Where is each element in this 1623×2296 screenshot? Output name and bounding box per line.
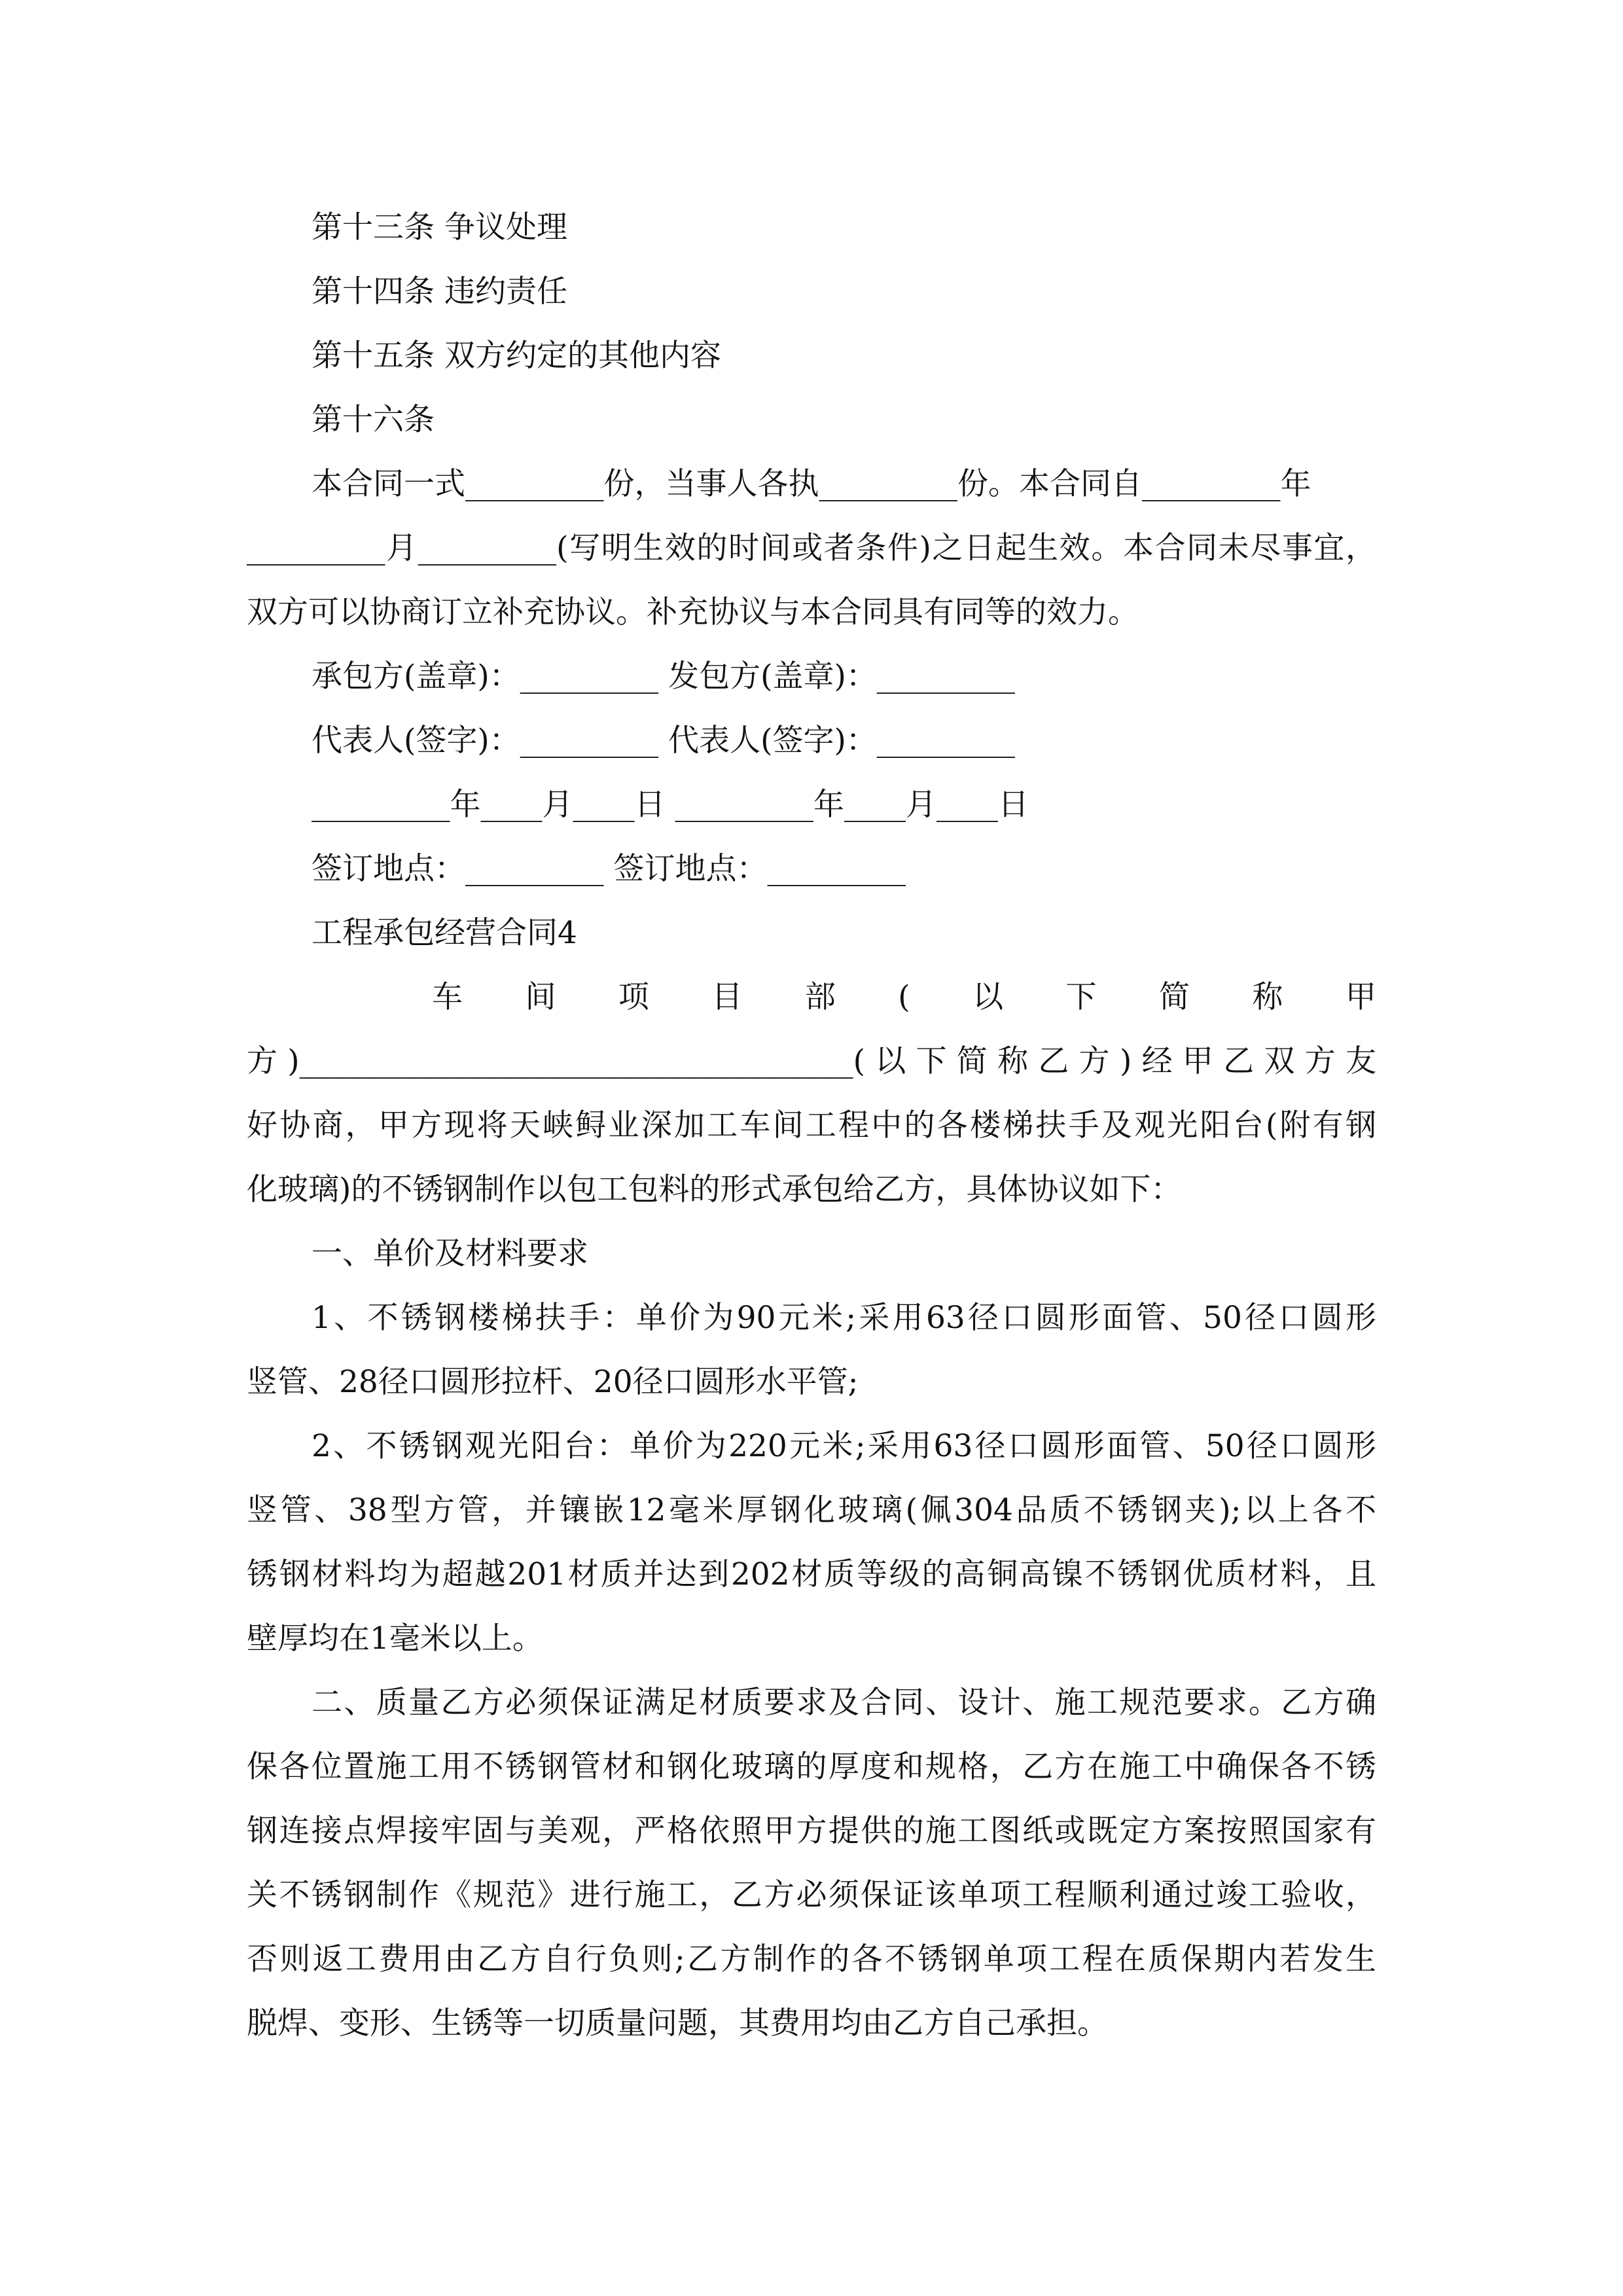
intro-char: 车 [432, 979, 463, 1015]
section-1-heading: 一、单价及材料要求 [312, 1236, 588, 1272]
intro-char: 甲 [1345, 979, 1376, 1015]
intro-char: 下 [1065, 979, 1097, 1015]
section-2-line: 关不锈钢制作《规范》进行施工，乙方必须保证该单项工程顺利通过竣工验收， [247, 1877, 1376, 1913]
signature-date-line: _________年____月____日 _________年____月____日 [312, 787, 1029, 823]
intro-char: 目 [711, 979, 743, 1015]
signature-place-line: 签订地点：_________ 签订地点：_________ [312, 851, 906, 887]
intro-char: 简 [1158, 979, 1190, 1015]
item-2-line: 2、不锈钢观光阳台：单价为220元米;采用63径口圆形面管、50径口圆形 [312, 1428, 1376, 1464]
article-13: 第十三条 争议处理 [312, 209, 567, 245]
art16-body-line: 双方可以协商订立补充协议。补充协议与本合同具有同等的效力。 [247, 594, 1139, 630]
intro-char: 以 [972, 979, 1004, 1015]
article-16: 第十六条 [312, 402, 435, 438]
intro-char: 称 [1252, 979, 1283, 1015]
article-14: 第十四条 违约责任 [312, 274, 567, 310]
intro-char: 间 [525, 979, 556, 1015]
section-2-line: 钢连接点焊接牢固与美观，严格依照甲方提供的施工图纸或既定方案按照国家有 [247, 1813, 1376, 1849]
intro-char: ( [898, 979, 910, 1015]
contract-intro-line: 好协商，甲方现将天峡鲟业深加工车间工程中的各楼梯扶手及观光阳台(附有钢 [247, 1107, 1376, 1143]
section-2-line: 保各位置施工用不锈钢管材和钢化玻璃的厚度和规格，乙方在施工中确保各不锈 [247, 1749, 1376, 1785]
signature-representative-line: 代表人(签字)：_________ 代表人(签字)：_________ [312, 723, 1016, 759]
item-2-line: 锈钢材料均为超越201材质并达到202材质等级的高铜高镍不锈钢优质材料，且 [247, 1556, 1376, 1592]
art16-body-line: _________月_________(写明生效的时间或者条件)之日起生效。本合同未尽事宜， [247, 530, 1376, 566]
article-15: 第十五条 双方约定的其他内容 [312, 338, 721, 374]
signature-seal-line: 承包方(盖章)：_________ 发包方(盖章)：_________ [312, 658, 1016, 694]
contract-intro-spread [432, 978, 1376, 1017]
contract-intro-line: 化玻璃)的不锈钢制作以包工包料的形式承包给乙方，具体协议如下： [247, 1172, 1182, 1208]
item-2-line: 壁厚均在1毫米以上。 [247, 1621, 543, 1657]
item-1-line: 1、不锈钢楼梯扶手：单价为90元米;采用63径口圆形面管、50径口圆形 [312, 1300, 1376, 1336]
section-2-line: 脱焊、变形、生锈等一切质量问题，其费用均由乙方自己承担。 [247, 2005, 1108, 2041]
item-1-line: 竖管、28径口圆形拉杆、20径口圆形水平管; [247, 1364, 859, 1400]
section-2-line: 否则返工费用由乙方自行负则;乙方制作的各不锈钢单项工程在质保期内若发生 [247, 1941, 1376, 1977]
art16-body-line: 本合同一式_________份，当事人各执_________份。本合同自_________年 [312, 466, 1311, 502]
intro-char: 项 [618, 979, 649, 1015]
section-2-line: 二、质量乙方必须保证满足材质要求及合同、设计、施工规范要求。乙方确 [312, 1685, 1376, 1721]
intro-char: 部 [804, 979, 836, 1015]
contract-intro-line: 方)____________________________________(以下简称乙方)经甲乙双方友 [247, 1043, 1376, 1079]
contract-title: 工程承包经营合同4 [312, 915, 577, 951]
item-2-line: 竖管、38型方管，并镶嵌12毫米厚钢化玻璃(佩304品质不锈钢夹);以上各不 [247, 1492, 1376, 1528]
